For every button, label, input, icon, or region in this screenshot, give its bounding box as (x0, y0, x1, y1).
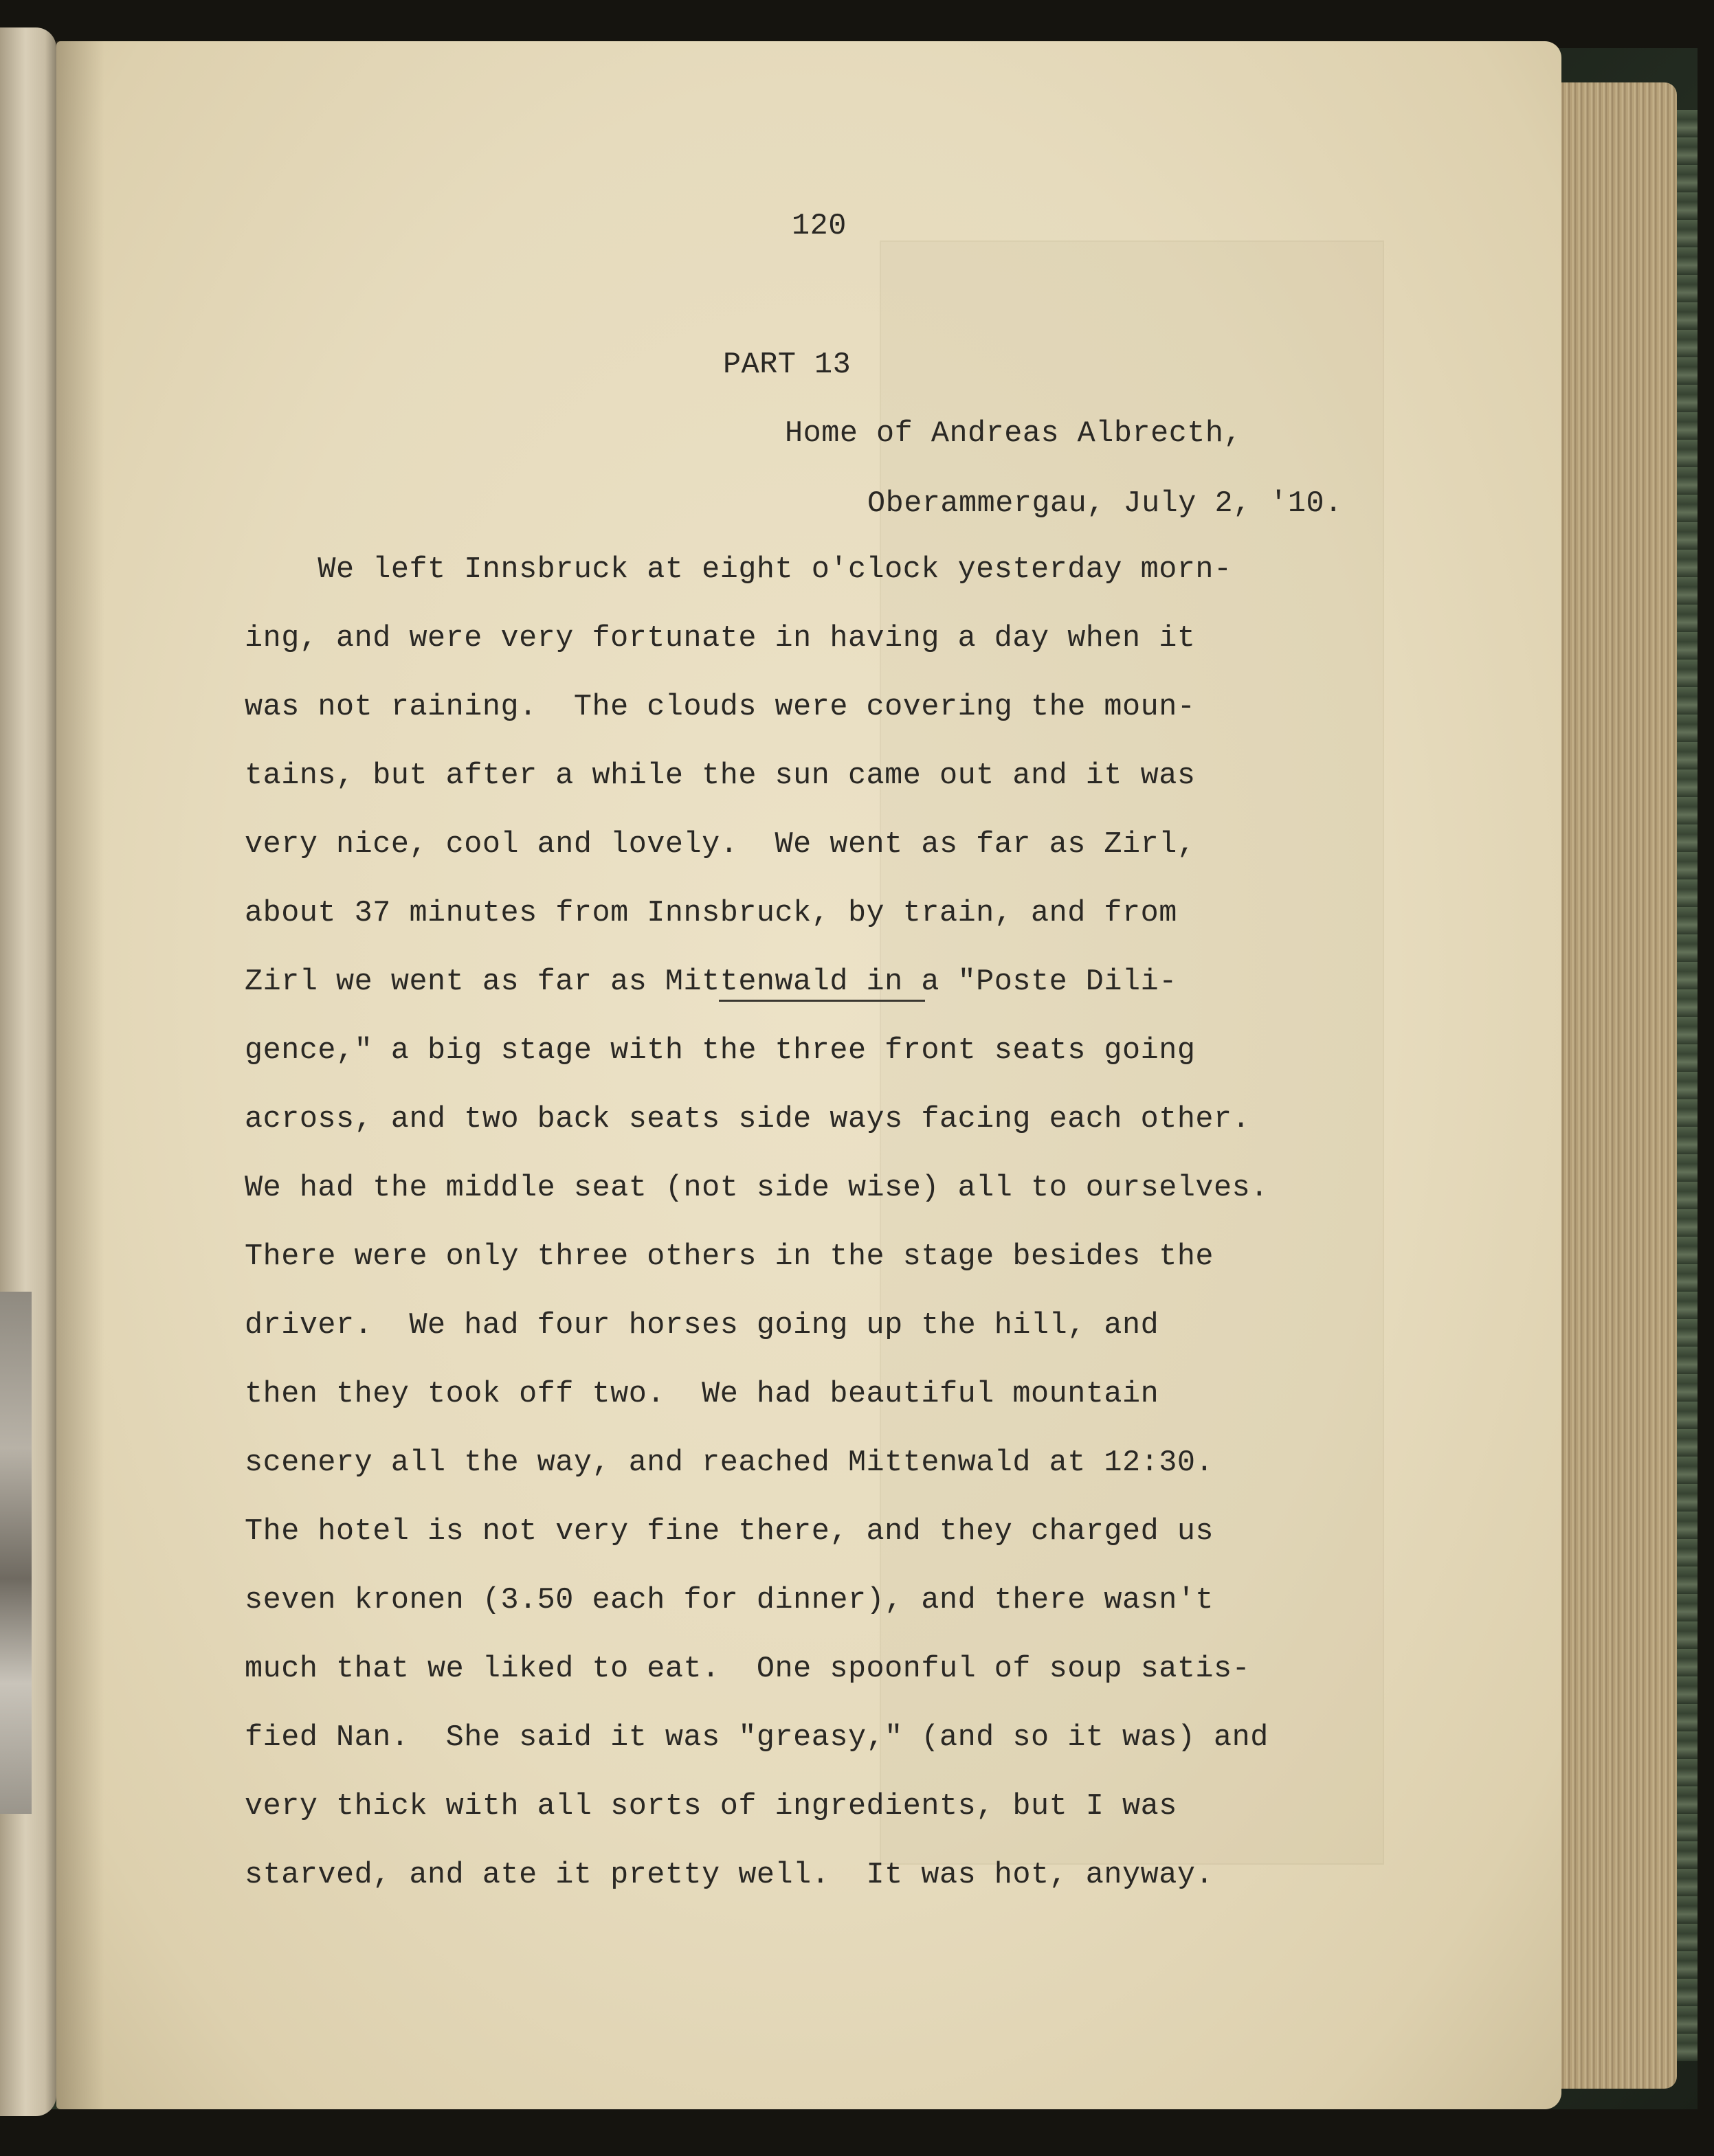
body-line: very thick with all sorts of ingredients, but I was (245, 1790, 1177, 1823)
page-edges (1546, 82, 1677, 2089)
body-line: across, and two back seats side ways facing each other. (245, 1103, 1251, 1136)
cover-pattern (1677, 110, 1698, 2061)
address-line-1: Home of Andreas Albrecth, (785, 417, 1243, 451)
body-line: ing, and were very fortunate in having a day when it (245, 622, 1196, 655)
body-line: We left Innsbruck at eight o'clock yesterday morn- (245, 553, 1232, 587)
body-line: then they took off two. We had beautiful mountain (245, 1378, 1159, 1411)
body-line: much that we liked to eat. One spoonful of soup satis- (245, 1652, 1251, 1686)
body-line: seven kronen (3.50 each for dinner), and there wasn't (245, 1584, 1214, 1617)
mittenwald-underline (719, 1000, 925, 1002)
body-line: very nice, cool and lovely. We went as far as Zirl, (245, 828, 1196, 862)
body-line: gence," a big stage with the three front seats going (245, 1034, 1196, 1068)
gutter-shadow (56, 41, 104, 2109)
body-line: fied Nan. She said it was "greasy," (and so it was) and (245, 1721, 1269, 1755)
body-line: tains, but after a while the sun came out and it was (245, 759, 1196, 793)
part-title: PART 13 (723, 348, 852, 382)
body-line: The hotel is not very fine there, and they charged us (245, 1515, 1214, 1549)
body-line: scenery all the way, and reached Mittenwald at 12:30. (245, 1446, 1214, 1480)
body-line: about 37 minutes from Innsbruck, by train, and from (245, 897, 1177, 930)
body-line: was not raining. The clouds were covering the moun- (245, 690, 1196, 724)
body-line: We had the middle seat (not side wise) all to ourselves. (245, 1171, 1269, 1205)
body-line: starved, and ate it pretty well. It was hot, anyway. (245, 1859, 1214, 1892)
body-line: There were only three others in the stage besides the (245, 1240, 1214, 1274)
page-number: 120 (792, 210, 847, 243)
left-page-photo (0, 1292, 32, 1814)
address-line-2: Oberammergau, July 2, '10. (867, 487, 1343, 521)
body-line: Zirl we went as far as Mittenwald in a "Poste Dili- (245, 965, 1177, 999)
body-line: driver. We had four horses going up the hill, and (245, 1309, 1159, 1343)
